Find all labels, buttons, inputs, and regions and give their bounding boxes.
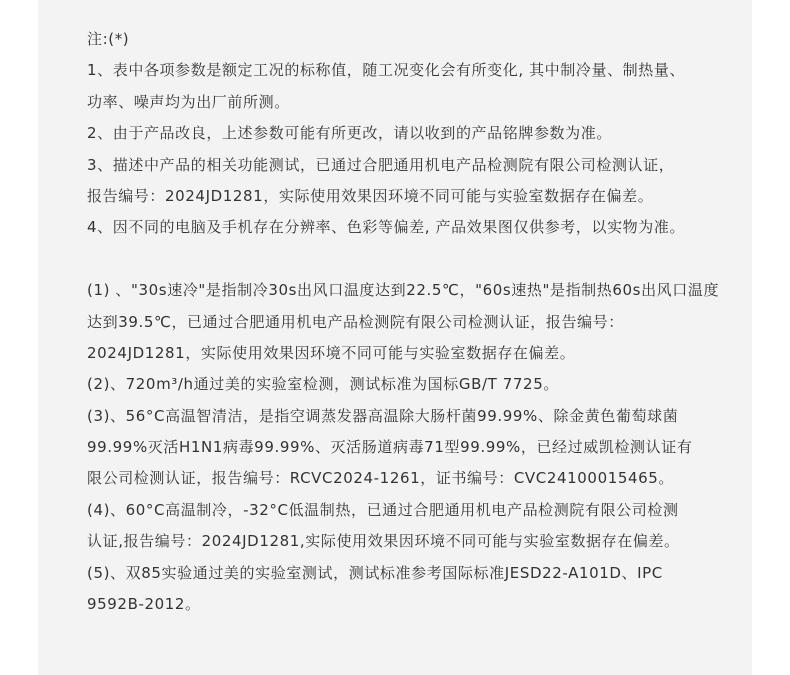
note-item-3: [87, 150, 752, 213]
footnote-5-line-2: 9592B-2012。: [87, 595, 201, 614]
note-item-1: [87, 55, 752, 118]
note-1-line-1: 1、表中各项参数是额定工况的标称值，随工况变化会有所变化, 其中制冷量、制热量、: [87, 61, 686, 80]
note-item-2: [87, 118, 752, 149]
footnote-3-line-1: (3)、56°C高温智清洁，是指空调蒸发器高温除大肠杆菌99.99%、除金黄色葡萄球菌: [87, 406, 679, 425]
footnote-1-line-2: 达到39.5℃，已通过合肥通用机电产品检测院有限公司检测认证，报告编号：: [87, 312, 624, 331]
footnote-4-line-1: (4)、60°C高温制冷，-32°C低温制热，已通过合肥通用机电产品检测院有限公司检测: [87, 500, 679, 519]
footnote-5-line-1: (5)、双85实验通过美的实验室测试，测试标准参考国际标准JESD22-A101D、IPC: [87, 563, 663, 582]
footnote-4-line-2: 认证,报告编号：2024JD1281,实际使用效果因环境不同可能与实验室数据存在偏差。: [87, 532, 680, 551]
footnote-item-2: [87, 369, 752, 400]
footnote-item-5: [87, 558, 752, 621]
footnote-1-line-3: 2024JD1281，实际使用效果因环境不同可能与实验室数据存在偏差。: [87, 343, 576, 362]
footnote-2-line-1: (2)、720m³/h通过美的实验室检测，测试标准为国标GB/T 7725。: [87, 375, 559, 394]
notes-panel: [38, 0, 752, 675]
notes-heading: 注:(*): [87, 30, 130, 48]
note-2-line-1: 2、由于产品改良，上述参数可能有所更改，请以收到的产品铭牌参数为准。: [87, 124, 612, 143]
footnote-1-line-1: (1) 、"30s速冷"是指制冷30s出风口温度达到22.5℃，"60s速热"是指制热60s出风口温度: [87, 281, 720, 300]
footnote-item-3: [87, 401, 752, 495]
footnote-item-4: [87, 495, 752, 558]
footnote-3-line-2: 99.99%灭活H1N1病毒99.99%、灭活肠道病毒71型99.99%，已经过威凯检测认证有: [87, 438, 693, 457]
note-4-line-1: 4、因不同的电脑及手机存在分辨率、色彩等偏差, 产品效果图仅供参考，以实物为准。: [87, 218, 686, 237]
note-1-line-2: 功率、噪声均为出厂前所测。: [87, 92, 290, 111]
note-3-line-1: 3、描述中产品的相关功能测试，已通过合肥通用机电产品检测院有限公司检测认证，: [87, 155, 675, 174]
footnote-item-1: [87, 275, 752, 369]
note-item-4: [87, 212, 752, 243]
section-divider-space: [87, 244, 752, 275]
footnote-3-line-3: 限公司检测认证，报告编号：RCVC2024-1261，证书编号：CVC24100015465。: [87, 469, 675, 488]
note-3-line-2: 报告编号：2024JD1281，实际使用效果因环境不同可能与实验室数据存在偏差。: [87, 186, 654, 205]
